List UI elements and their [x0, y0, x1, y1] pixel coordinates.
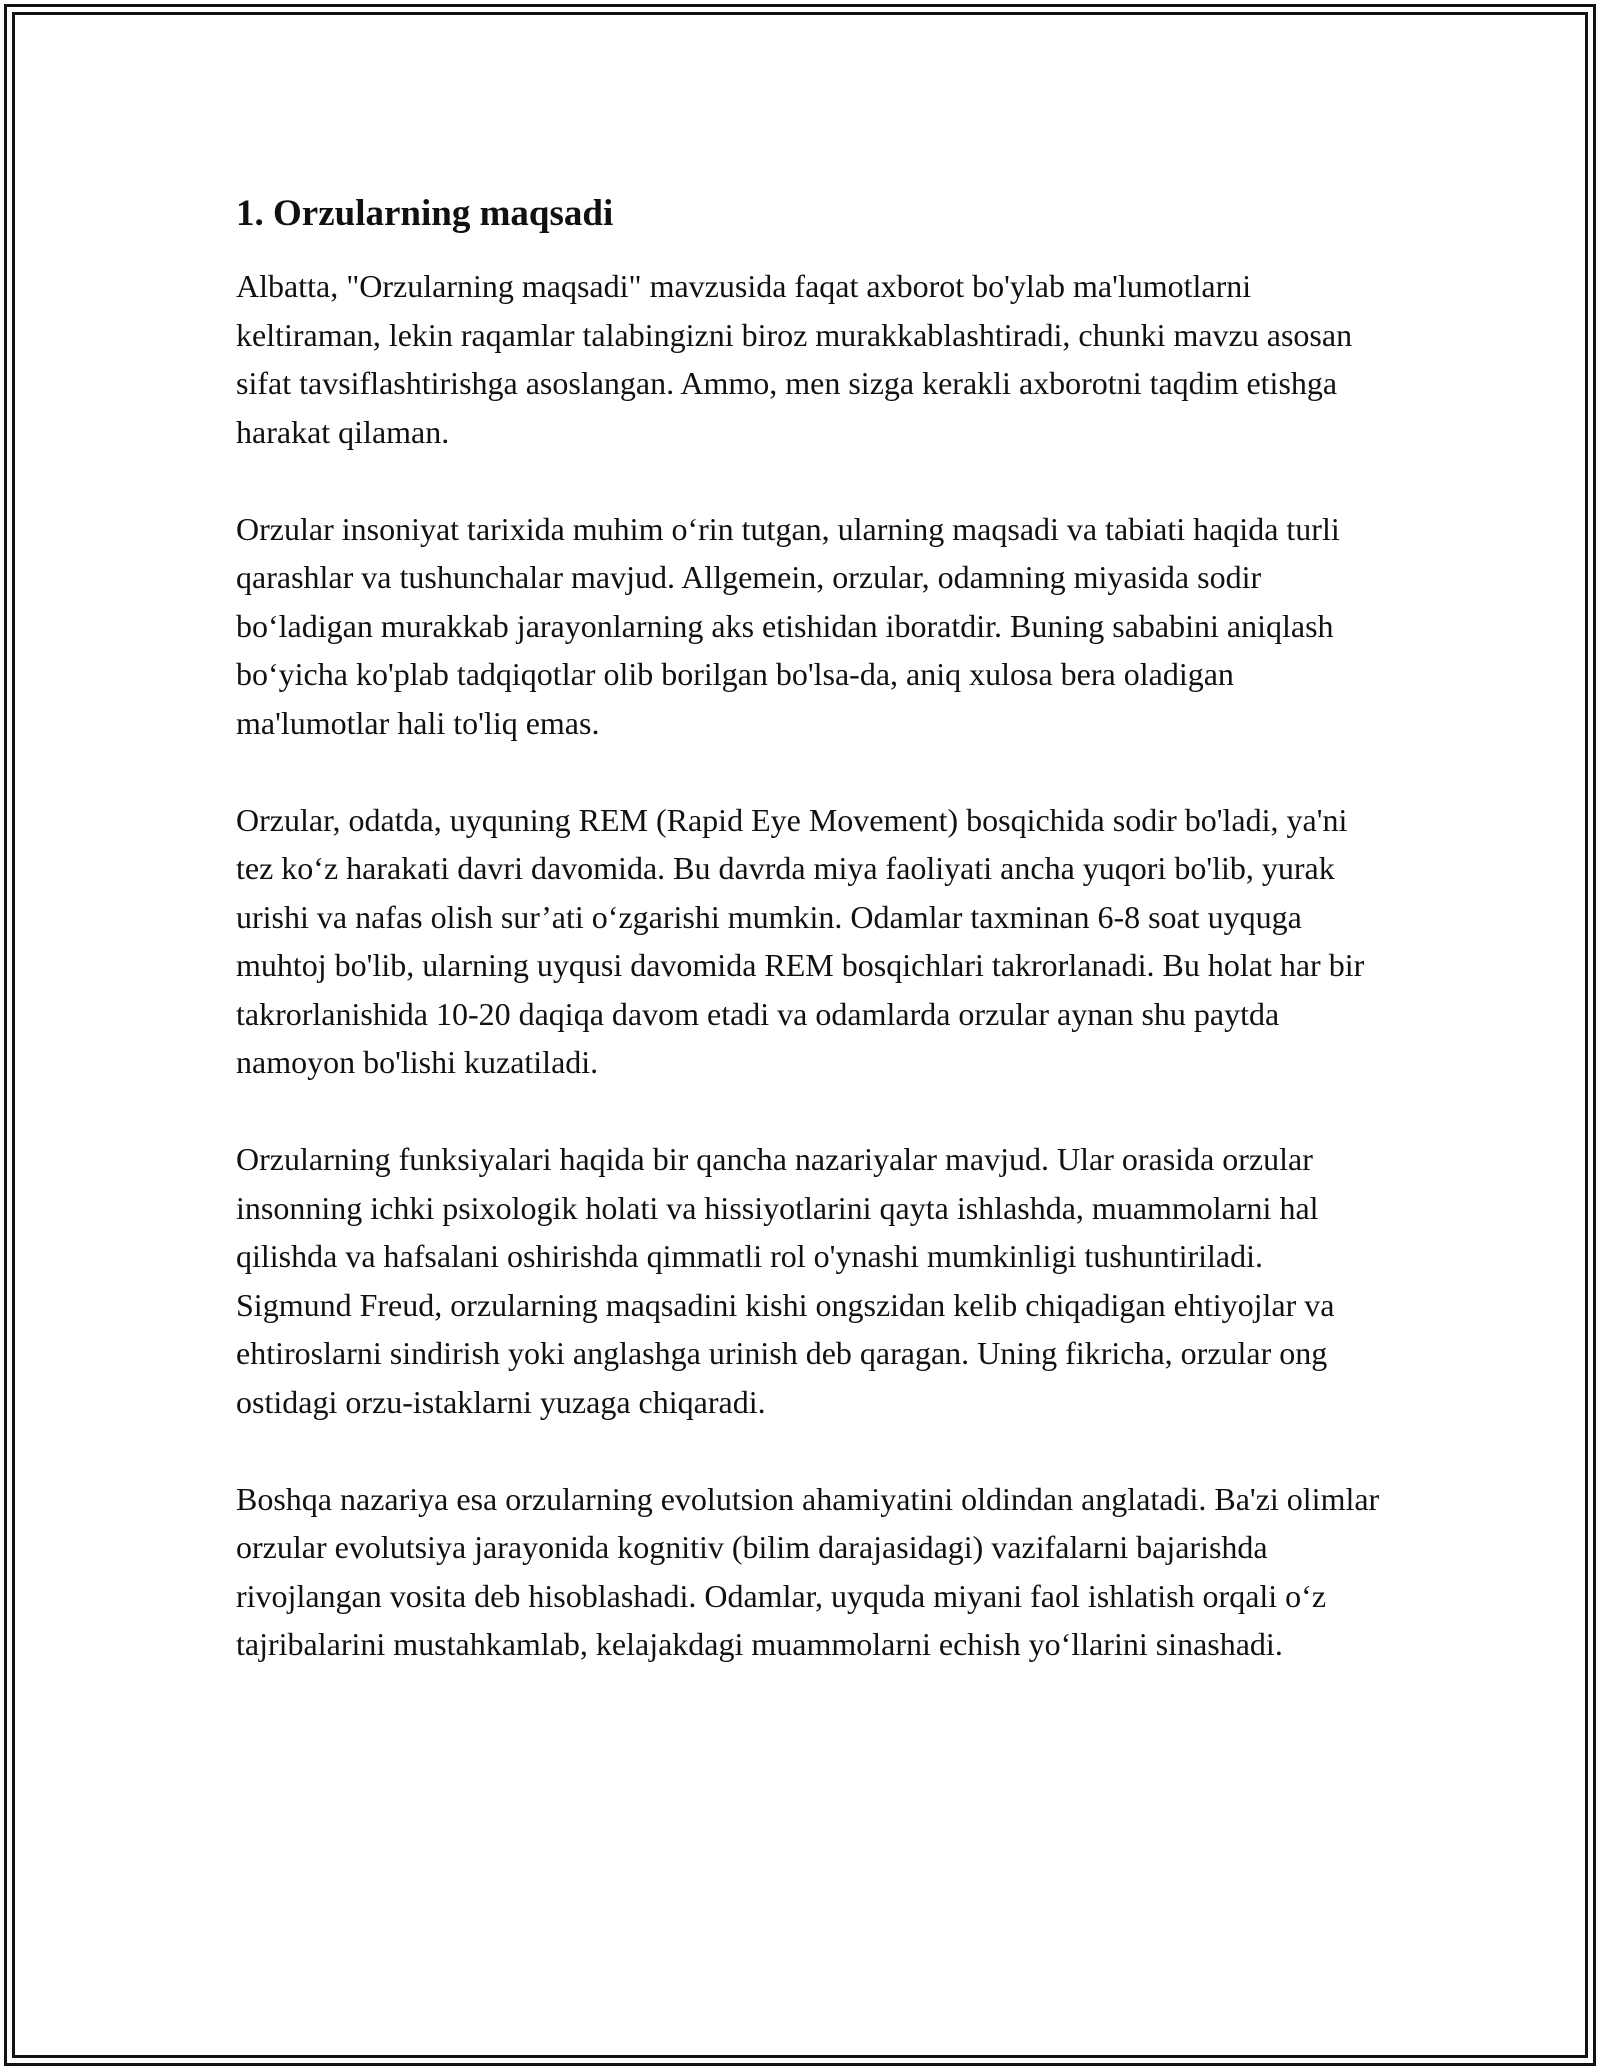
paragraph-2: Orzular insoniyat tarixida muhim o‘rin tutgan, ularning maqsadi va tabiati haqida turli qarashlar va tushunchalar mavjud. Allgemein, orzular, odamning miyasida sodir bo‘ladigan murakkab jarayonlarning aks etishidan iboratdir. Buning sababini aniqlash bo‘yicha ko'plab tadqiqotlar olib borilgan bo'lsa-da, aniq xulosa bera oladigan ma'lumotlar hali to'liq emas.: [236, 510, 1340, 741]
paragraph-1: Albatta, "Orzularning maqsadi" mavzusida faqat axborot bo'ylab ma'lumotlarni keltiraman, lekin raqamlar talabingizni biroz murakkablashtiradi, chunki mavzu asosan sifat tavsiflashtirishga asoslangan. Ammo, men sizga kerakli axborotni taqdim etishga harakat qilaman.: [236, 268, 1353, 450]
document-body: [236, 186, 1382, 1717]
paragraph-4: Orzularning funksiyalari haqida bir qancha nazariyalar mavjud. Ular orasida orzular insonning ichki psixologik holati va hissiyotlarini qayta ishlashda, muammolarni hal qilishda va hafsalani oshirishda qimmatli rol o'ynashi mumkinligi tushuntiriladi. Sigmund Freud, orzularning maqsadini kishi ongszidan kelib chiqadigan ehtiyojlar va ehtiroslarni sindirish yoki anglashga urinish deb qaragan. Uning fikricha, orzular ong ostidagi orzu-istaklarni yuzaga chiqaradi.: [236, 1141, 1335, 1420]
section-heading: 1. Orzularning maqsadi: [236, 193, 614, 234]
paragraph-3: Orzular, odatda, uyquning REM (Rapid Eye Movement) bosqichida sodir bo'ladi, ya'ni tez ko‘z harakati davri davomida. Bu davrda miya faoliyati ancha yuqori bo'lib, yurak urishi va nafas olish sur’ati o‘zgarishi mumkin. Odamlar taxminan 6-8 soat uyquga muhtoj bo'lib, ularning uyqusi davomida REM bosqichlari takrorlanadi. Bu holat har bir takrorlanishida 10-20 daqiqa davom etadi va odamlarda orzular aynan shu paytda namoyon bo'lishi kuzatiladi.: [236, 801, 1365, 1080]
paragraph-5: Boshqa nazariya esa orzularning evolutsion ahamiyatini oldindan anglatadi. Ba'zi olimlar orzular evolutsiya jarayonida kognitiv (bilim darajasidagi) vazifalarni bajarishda rivojlangan vosita deb hisoblashadi. Odamlar, uyquda miyani faol ishlatish orqali o‘z tajribalarini mustahkamlab, kelajakdagi muammolarni echish yo‘llarini sinashadi.: [236, 1480, 1380, 1662]
